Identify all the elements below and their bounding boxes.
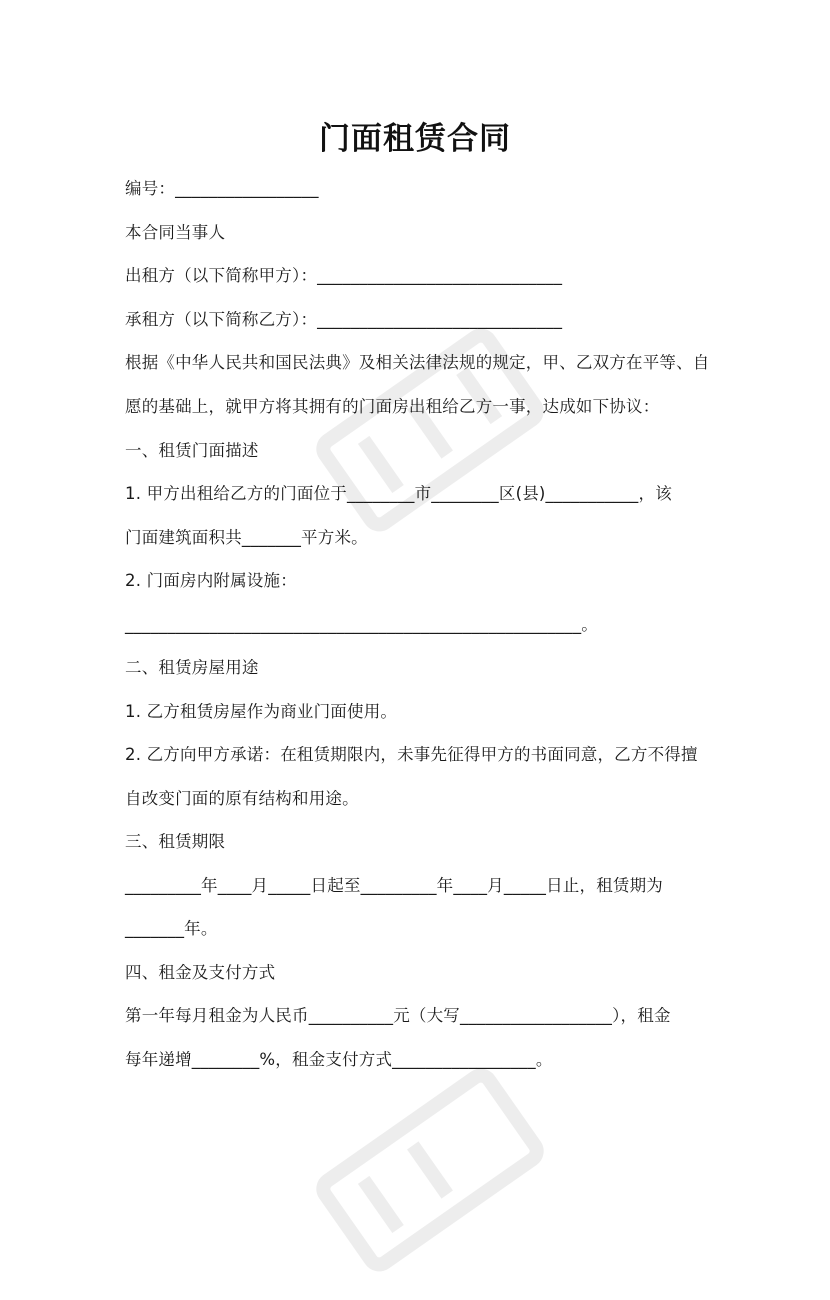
section-4-heading: 四、租金及支付方式 [125,963,276,982]
clause-1-2-line-2: ______________________________________________________。 [125,615,598,634]
watermark-icon [300,300,560,560]
clause-1-1-line-2: 门面建筑面积共_______平方米。 [125,528,368,547]
term-line-2: _______年。 [125,919,218,938]
clause-2-2-line-1: 2. 乙方向甲方承诺：在租赁期限内，未事先征得甲方的书面同意，乙方不得擅 [125,745,698,764]
watermark-icon [300,1040,560,1300]
term-line-1: _________年____月_____日起至_________年____月_____日止，租赁期为 [125,876,663,895]
parties-heading: 本合同当事人 [125,223,226,242]
contract-number-line: 编号：_________________ [125,179,319,198]
clause-1-2-line-1: 2. 门面房内附属设施： [125,571,297,590]
rent-line-1: 第一年每月租金为人民币__________元（大写__________________），租金 [125,1006,671,1025]
clause-2-2-line-2: 自改变门面的原有结构和用途。 [125,789,359,808]
clause-2-1: 1. 乙方租赁房屋作为商业门面使用。 [125,702,398,721]
section-1-heading: 一、租赁门面描述 [125,441,259,460]
rent-line-2: 每年递增________%，租金支付方式_________________。 [125,1050,553,1069]
section-2-heading: 二、租赁房屋用途 [125,658,259,677]
section-3-heading: 三、租赁期限 [125,832,226,851]
clause-1-1-line-1: 1. 甲方出租给乙方的门面位于________市________区(县)___________，该 [125,484,672,503]
preamble-line-1: 根据《中华人民共和国民法典》及相关法律法规的规定，甲、乙双方在平等、自 [125,353,710,372]
document-title: 门面租赁合同 [319,121,511,157]
preamble-line-2: 愿的基础上，就甲方将其拥有的门面房出租给乙方一事，达成如下协议： [125,397,660,416]
lessee-line: 承租方（以下简称乙方）：_____________________________ [125,310,563,329]
lessor-line: 出租方（以下简称甲方）：_____________________________ [125,266,563,285]
